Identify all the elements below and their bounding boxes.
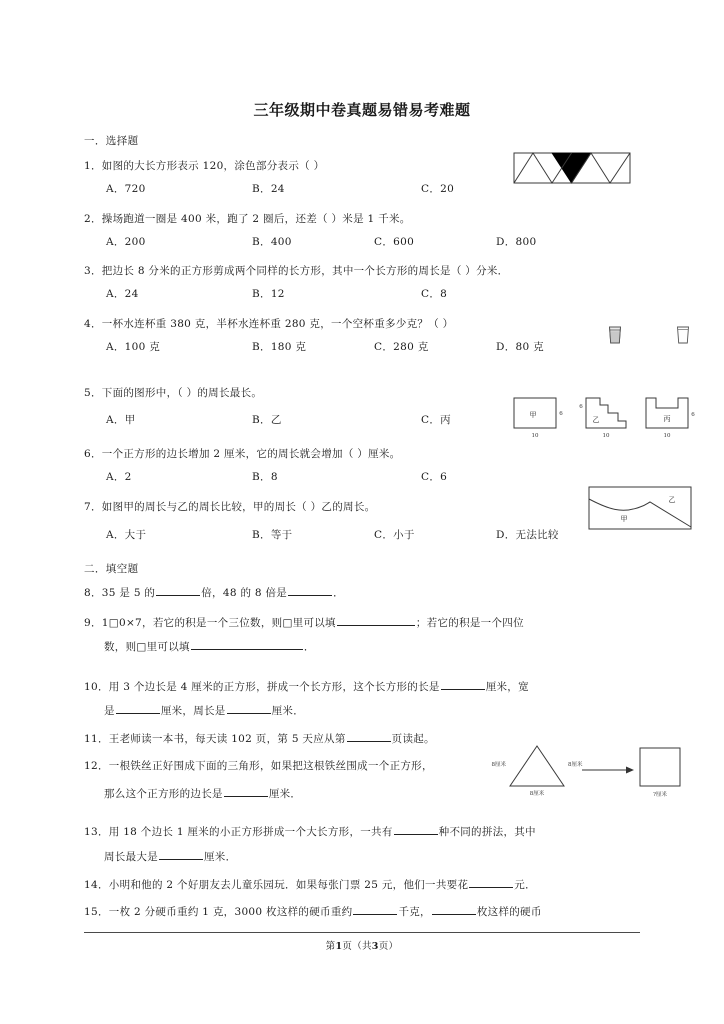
question-3-options bbox=[84, 286, 544, 302]
option-7-c[interactable]: C．小于 bbox=[374, 529, 415, 541]
question-8-number: 8． bbox=[84, 587, 102, 599]
question-13-line2 bbox=[104, 849, 236, 866]
figure-q5-yi-label: 乙 bbox=[592, 416, 600, 424]
shaded-triangle bbox=[552, 153, 591, 183]
section-heading-fill: 二．填空题 bbox=[84, 563, 139, 575]
question-13-text-a: 用 18 个边长 1 厘米的小正方形拼成一个大长方形，一共有 bbox=[108, 826, 393, 838]
question-13-number: 13． bbox=[84, 826, 109, 838]
option-3-c[interactable]: C．8 bbox=[421, 288, 448, 300]
question-12-text-c: 厘米． bbox=[268, 788, 302, 800]
figure-q12-right-label: 8厘米 bbox=[568, 762, 583, 768]
question-13-text-d: 厘米． bbox=[204, 851, 237, 863]
question-9-number: 9． bbox=[84, 617, 102, 629]
question-15-text-a: 一枚 2 分硬币重约 1 克，3000 枚这样的硬币重约 bbox=[108, 906, 353, 918]
option-4-b[interactable]: B．180 克 bbox=[252, 341, 307, 353]
figure-q12-triangle bbox=[491, 742, 583, 798]
figure-q5-bing bbox=[642, 396, 698, 442]
question-12-text-b: 那么这个正方形的边长是 bbox=[104, 788, 223, 800]
option-5-a[interactable]: A．甲 bbox=[106, 414, 136, 426]
figure-q5-jia bbox=[512, 396, 568, 442]
figure-q7-yi-label: 乙 bbox=[668, 496, 676, 504]
question-10-text-e: 厘米． bbox=[271, 705, 305, 717]
question-7 bbox=[84, 500, 375, 516]
question-14-number: 14． bbox=[84, 879, 109, 891]
question-7-number: 7． bbox=[84, 501, 102, 513]
question-8-text-c: ． bbox=[333, 587, 344, 599]
question-13-text-c: 周长最大是 bbox=[104, 851, 158, 863]
option-4-a[interactable]: A．100 克 bbox=[106, 341, 161, 353]
question-9-line2 bbox=[104, 639, 315, 656]
question-7-options bbox=[84, 527, 584, 543]
question-2-text: 操场跑道一圈是 400 米，跑了 2 圈后，还差（ ）米是 1 千米。 bbox=[101, 213, 411, 225]
option-5-b[interactable]: B．乙 bbox=[252, 414, 282, 426]
figure-q5-yi-width: 10 bbox=[602, 433, 610, 439]
figure-q12-left-label: 8厘米 bbox=[491, 762, 506, 768]
figure-q5-bing-label: 丙 bbox=[663, 415, 671, 423]
question-12-line2 bbox=[104, 786, 301, 803]
footer-suffix: 页） bbox=[378, 941, 399, 952]
question-9-text-c: 数，则□里可以填 bbox=[104, 641, 190, 653]
question-14 bbox=[84, 877, 536, 894]
option-4-c[interactable]: C．280 克 bbox=[374, 341, 429, 353]
question-12 bbox=[84, 759, 433, 775]
question-3-text: 把边长 8 分米的正方形剪成两个同样的长方形，其中一个长方形的周长是（ ）分米． bbox=[101, 265, 509, 277]
option-2-d[interactable]: D．800 bbox=[496, 236, 537, 248]
option-4-d[interactable]: D．80 克 bbox=[496, 341, 544, 353]
answer-blank-10-3[interactable] bbox=[227, 703, 271, 714]
figure-q12-square bbox=[636, 744, 696, 798]
answer-blank-10-2[interactable] bbox=[116, 703, 160, 714]
question-10-number: 10． bbox=[84, 681, 109, 693]
answer-blank-15-2[interactable] bbox=[432, 904, 476, 915]
figure-q12-arrow bbox=[582, 764, 634, 776]
figure-q7-split-rectangle bbox=[588, 486, 692, 530]
question-10-text-a: 用 3 个边长是 4 厘米的正方形，拼成一个长方形，这个长方形的长是 bbox=[108, 681, 440, 693]
option-2-a[interactable]: A．200 bbox=[106, 236, 146, 248]
question-6-options bbox=[84, 469, 544, 485]
question-8 bbox=[84, 585, 344, 602]
option-7-d[interactable]: D．无法比较 bbox=[496, 529, 559, 541]
option-6-c[interactable]: C．6 bbox=[421, 471, 448, 483]
answer-blank-11-1[interactable] bbox=[347, 731, 391, 742]
footer-middle: 页（共 bbox=[342, 941, 372, 952]
question-10-line2 bbox=[104, 703, 304, 720]
question-9-text-d: ． bbox=[303, 641, 315, 653]
question-8-text-b: 倍，48 的 8 倍是 bbox=[201, 587, 288, 599]
option-2-b[interactable]: B．400 bbox=[252, 236, 292, 248]
question-9 bbox=[84, 615, 524, 632]
question-3-number: 3． bbox=[84, 265, 102, 277]
question-15-number: 15． bbox=[84, 906, 109, 918]
answer-blank-12-1[interactable] bbox=[224, 786, 268, 797]
question-1-number: 1． bbox=[84, 160, 102, 172]
question-1-options bbox=[84, 181, 544, 197]
option-1-a[interactable]: A．720 bbox=[106, 183, 146, 195]
question-6 bbox=[84, 447, 400, 463]
question-2-number: 2． bbox=[84, 213, 102, 225]
figure-q7-jia-label: 甲 bbox=[620, 515, 628, 523]
question-4-text: 一杯水连杯重 380 克，半杯水连杯重 280 克，一个空杯重多少克？（ ） bbox=[101, 318, 454, 330]
answer-blank-10-1[interactable] bbox=[441, 679, 485, 690]
question-13-text-b: 种不同的拼法，其中 bbox=[438, 826, 536, 838]
question-11-text-b: 页读起。 bbox=[391, 733, 435, 745]
question-10-text-c: 是 bbox=[104, 705, 115, 717]
option-6-b[interactable]: B．8 bbox=[252, 471, 278, 483]
option-1-b[interactable]: B．24 bbox=[252, 183, 285, 195]
option-3-a[interactable]: A．24 bbox=[106, 288, 139, 300]
question-4 bbox=[84, 317, 453, 333]
question-7-text: 如图甲的周长与乙的周长比较，甲的周长（ ）乙的周长。 bbox=[101, 501, 376, 513]
question-8-text-a: 35 是 5 的 bbox=[101, 587, 156, 599]
figure-q5-bing-height: 6 bbox=[691, 412, 695, 418]
question-4-options bbox=[84, 339, 584, 355]
question-6-text: 一个正方形的边长增加 2 厘米，它的周长就会增加（ ）厘米。 bbox=[101, 448, 401, 460]
option-7-a[interactable]: A．大于 bbox=[106, 529, 147, 541]
question-15-text-c: 枚这样的硬币 bbox=[476, 906, 542, 918]
figure-q5-yi-height: 6 bbox=[579, 404, 583, 410]
question-2-options bbox=[84, 234, 584, 250]
option-1-c[interactable]: C．20 bbox=[421, 183, 455, 195]
answer-blank-14-1[interactable] bbox=[469, 877, 513, 888]
figure-q5-jia-width: 10 bbox=[531, 433, 539, 439]
question-14-text-b: 元． bbox=[514, 879, 536, 891]
figure-q4-full-cup bbox=[608, 325, 622, 345]
question-2 bbox=[84, 212, 411, 228]
question-5-options bbox=[84, 412, 544, 428]
figure-q12-square-label: ?厘米 bbox=[653, 792, 667, 798]
question-14-text-a: 小明和他的 2 个好朋友去儿童乐园玩．如果每张门票 25 元，他们一共要花 bbox=[108, 879, 469, 891]
figure-q5-jia-label: 甲 bbox=[529, 411, 537, 419]
question-5 bbox=[84, 386, 262, 402]
figure-q12-bottom-label: 8厘米 bbox=[529, 791, 545, 797]
question-11-text-a: 王老师读一本书，每天读 102 页，第 5 天应从第 bbox=[108, 733, 346, 745]
question-11 bbox=[84, 731, 435, 748]
question-10-text-d: 厘米，周长是 bbox=[160, 705, 226, 717]
answer-blank-9-1[interactable] bbox=[337, 615, 415, 626]
footer-divider bbox=[84, 932, 640, 933]
question-5-number: 5． bbox=[84, 387, 102, 399]
figure-q4-empty-cup bbox=[676, 325, 690, 345]
question-13 bbox=[84, 824, 536, 841]
answer-blank-8-1[interactable] bbox=[156, 585, 200, 596]
figure-q1-rectangle-triangles bbox=[513, 152, 631, 184]
question-9-text-a: 1□0×7，若它的积是一个三位数，则□里可以填 bbox=[101, 617, 336, 629]
answer-blank-9-2[interactable] bbox=[191, 639, 303, 650]
answer-blank-8-2[interactable] bbox=[288, 585, 332, 596]
option-7-b[interactable]: B．等于 bbox=[252, 529, 293, 541]
footer-total-pages: 3 bbox=[371, 941, 379, 952]
figure-q5-jia-height: 6 bbox=[559, 411, 563, 417]
option-5-c[interactable]: C．丙 bbox=[421, 414, 451, 426]
footer-prefix: 第 bbox=[325, 941, 336, 952]
question-11-number: 11． bbox=[84, 733, 109, 745]
figure-q5-bing-width: 10 bbox=[663, 433, 671, 439]
question-4-number: 4． bbox=[84, 318, 102, 330]
figure-q5-yi bbox=[578, 396, 634, 442]
question-10 bbox=[84, 679, 529, 696]
question-1-text: 如图的大长方形表示 120，涂色部分表示（ ） bbox=[101, 160, 325, 172]
option-3-b[interactable]: B．12 bbox=[252, 288, 285, 300]
page-footer bbox=[0, 938, 724, 952]
page-title: 三年级期中卷真题易错易考难题 bbox=[253, 101, 471, 119]
answer-blank-13-1[interactable] bbox=[394, 824, 438, 835]
question-12-text-a: 一根铁丝正好围成下面的三角形，如果把这根铁丝围成一个正方形， bbox=[108, 760, 433, 772]
question-5-text: 下面的图形中，（ ）的周长最长。 bbox=[101, 387, 263, 399]
question-9-text-b: ；若它的积是一个四位 bbox=[415, 617, 524, 629]
question-12-number: 12． bbox=[84, 760, 109, 772]
question-15 bbox=[84, 904, 542, 921]
question-3 bbox=[84, 264, 508, 280]
question-1 bbox=[84, 159, 324, 175]
question-10-text-b: 厘米，宽 bbox=[485, 681, 529, 693]
question-6-number: 6． bbox=[84, 448, 102, 460]
section-heading-choice: 一．选择题 bbox=[84, 135, 139, 147]
answer-blank-15-1[interactable] bbox=[353, 904, 397, 915]
footer-page-number: 1 bbox=[335, 941, 343, 952]
option-6-a[interactable]: A．2 bbox=[106, 471, 132, 483]
question-15-text-b: 千克， bbox=[398, 906, 431, 918]
option-2-c[interactable]: C．600 bbox=[374, 236, 415, 248]
answer-blank-13-2[interactable] bbox=[159, 849, 203, 860]
